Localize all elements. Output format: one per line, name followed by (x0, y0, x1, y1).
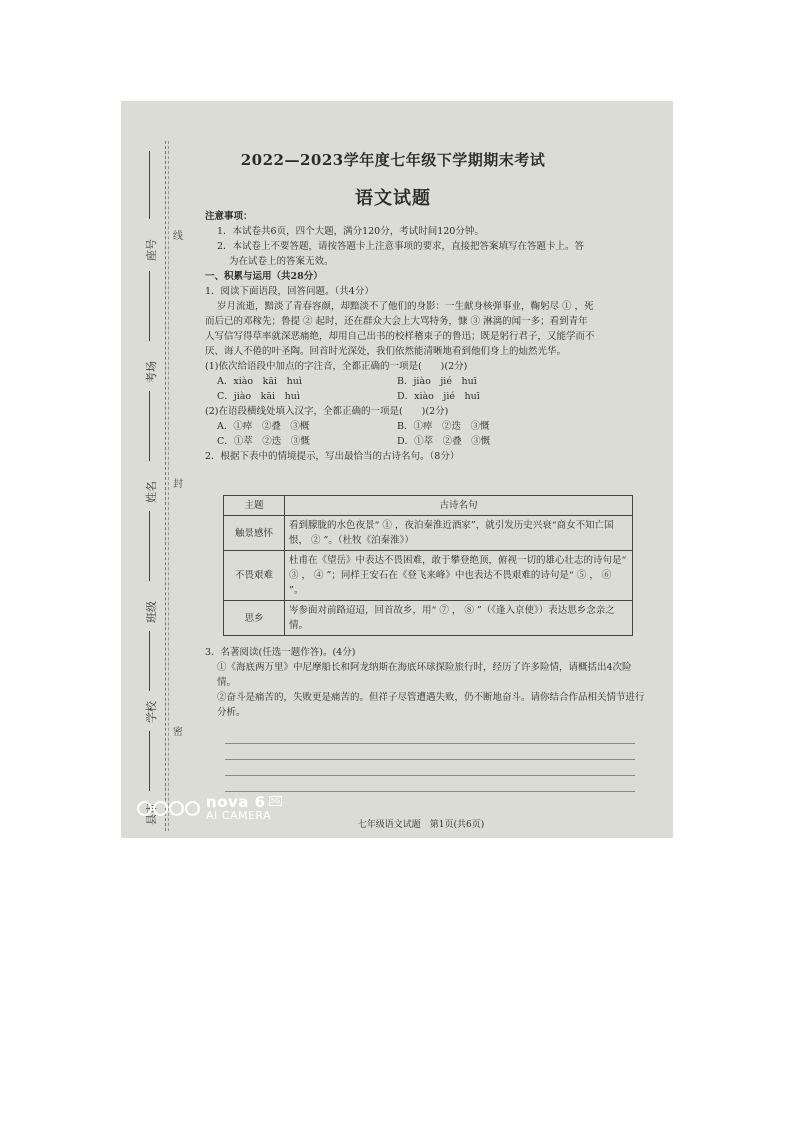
q1-passage-line-3: 人写信写得草率就深恶痛绝，却用自己出书的校样稽束子的鲁迅；既是躬行君子，又能学而不 (205, 331, 595, 342)
q3-option-2: ②奋斗是痛苦的，失败更是痛苦的。但祥子尽管遭遇失败，仍不断地奋斗。请你结合作品相关情节进行分析。 (217, 692, 645, 718)
q2-stem: 2．根据下表中的情境提示，写出最恰当的古诗名句。（8分） (205, 451, 460, 462)
table-header-theme: 主题 (224, 496, 285, 516)
q1-passage-line-1: 岁月流逝，黯淡了青春容颜，却黯淡不了他们的身影：一生献身核弹事业，鞠躬尽 ① ，死 (217, 301, 594, 312)
table-cell-theme: 思乡 (224, 601, 285, 636)
class-label: 班级 (145, 601, 158, 623)
exam-photo (121, 101, 673, 838)
notice-heading: 注意事项： (205, 211, 253, 222)
table-row (224, 551, 633, 601)
table-row (224, 601, 633, 636)
county-label: 县市 (145, 803, 158, 825)
q1-stem: 1．阅读下面语段，回答问题。（共4分） (205, 286, 374, 297)
binding-margin (121, 101, 193, 838)
table-cell-text: 岑参面对前路迢迢，回首故乡，用“ ⑦ ， ⑧ ”（《逢入京使》）表达思乡念亲之情。 (285, 601, 633, 636)
table-cell-text: 看到朦胧的水色夜景“ ① ，夜泊秦淮近酒家”，就引发历史兴衰“商女不知亡国恨， ② ”。（杜牧《泊秦淮》） (285, 516, 633, 551)
option-a: A．①瘁 ②叠 ③概 (217, 421, 310, 432)
exam-title: 2022—2023学年度七年级下学期期末考试 (240, 151, 546, 169)
q1-passage-line-4: 厌、诲人不倦的叶圣陶。回首时光深处，我们依然能清晰地看到他们身上的灿然光华。 (205, 346, 567, 357)
table-header-lines: 古诗名句 (285, 496, 633, 516)
county-blank (149, 731, 150, 791)
q1-sub1: (1)依次给语段中加点的字注音，全都正确的一项是( )(2分) (205, 361, 468, 372)
seat-number-blank (149, 151, 150, 219)
watermark-camera: AI CAMERA (206, 809, 272, 822)
watermark-5g-badge: 5G (270, 797, 281, 805)
option-b: B．①瘁 ②迭 ③慨 (397, 421, 490, 432)
binding-dashed-line (165, 141, 166, 831)
page-footer: 七年级语文试题 第1页(共6页) (357, 820, 485, 830)
answer-line (225, 759, 635, 760)
q3-section (205, 645, 647, 720)
answer-line (225, 743, 635, 744)
table-cell-text: 杜甫在《望岳》中表达不畏困难，敢于攀登绝顶，俯视一切的雄心壮志的诗句是“ ③ ， ④ ”；同样王安石在《登飞来峰》中也表达不畏艰难的诗句是“ ⑤ ， ⑥ ”。 (285, 551, 633, 601)
option-c: C．jiào kāi huì (217, 391, 300, 402)
table-header-row (224, 496, 633, 516)
table-row (224, 516, 633, 551)
name-label: 姓名 (145, 481, 158, 503)
option-d: D．①萃 ②叠 ③慨 (397, 436, 491, 447)
notice-section (205, 209, 647, 464)
section1-heading: 一、积累与运用（共28分） (205, 271, 323, 282)
school-label: 学校 (145, 701, 158, 723)
exam-room-label: 考场 (145, 361, 158, 383)
watermark-brand: nova 6 (206, 793, 266, 811)
name-blank (149, 391, 150, 461)
q1-sub1-options (205, 374, 577, 404)
table-cell-theme: 触景感怀 (224, 516, 285, 551)
q1-sub2: (2)在语段横线处填入汉字，全都正确的一项是( )(2分) (205, 406, 449, 417)
option-a: A．xiào kāi huì (217, 376, 302, 387)
q1-sub2-options (205, 419, 577, 449)
table-cell-theme: 不畏艰难 (224, 551, 285, 601)
school-blank (149, 631, 150, 691)
answer-line (225, 791, 635, 792)
q1-passage-line-2: 而后已的邓稼先；鲁提 ② 起时，还在群众大会上大骂特务，慷 ③ 淋漓的闻一多；看到青年 (205, 316, 588, 327)
seal-word-secret: 密 (173, 727, 183, 738)
option-c: C．①萃 ②迭 ③慨 (217, 436, 310, 447)
poem-table (223, 495, 633, 636)
q3-stem: 3．名著阅读(任选一题作答)。(4分) (205, 647, 356, 658)
binding-dashed-line-inner (168, 141, 169, 831)
answer-line (225, 775, 635, 776)
seal-word-seal: 封 (173, 479, 183, 490)
notice-item-2: 2．本试卷上不要答题，请按答题卡上注意事项的要求，直接把答案填写在答题卡上。答 (217, 241, 585, 252)
seat-number-label: 座号 (145, 239, 158, 261)
option-d: D．xiào jié huī (397, 391, 480, 402)
exam-room-blank (149, 271, 150, 341)
camera-rings-icon (137, 801, 200, 816)
class-blank (149, 511, 150, 581)
seal-word-line: 线 (173, 231, 183, 242)
q3-option-1: ①《海底两万里》中尼摩船长和阿龙纳斯在海底环球探险旅行时，经历了许多险情，请概括出4次险情。 (217, 662, 632, 688)
option-b: B．jiào jié huī (397, 376, 477, 387)
camera-watermark (137, 795, 282, 822)
subject-title: 语文试题 (355, 188, 431, 209)
notice-item-2-cont: 为在试卷上的答案无效。 (229, 256, 334, 267)
notice-item-1: 1．本试卷共6页，四个大题，满分120分，考试时间120分钟。 (217, 226, 484, 237)
